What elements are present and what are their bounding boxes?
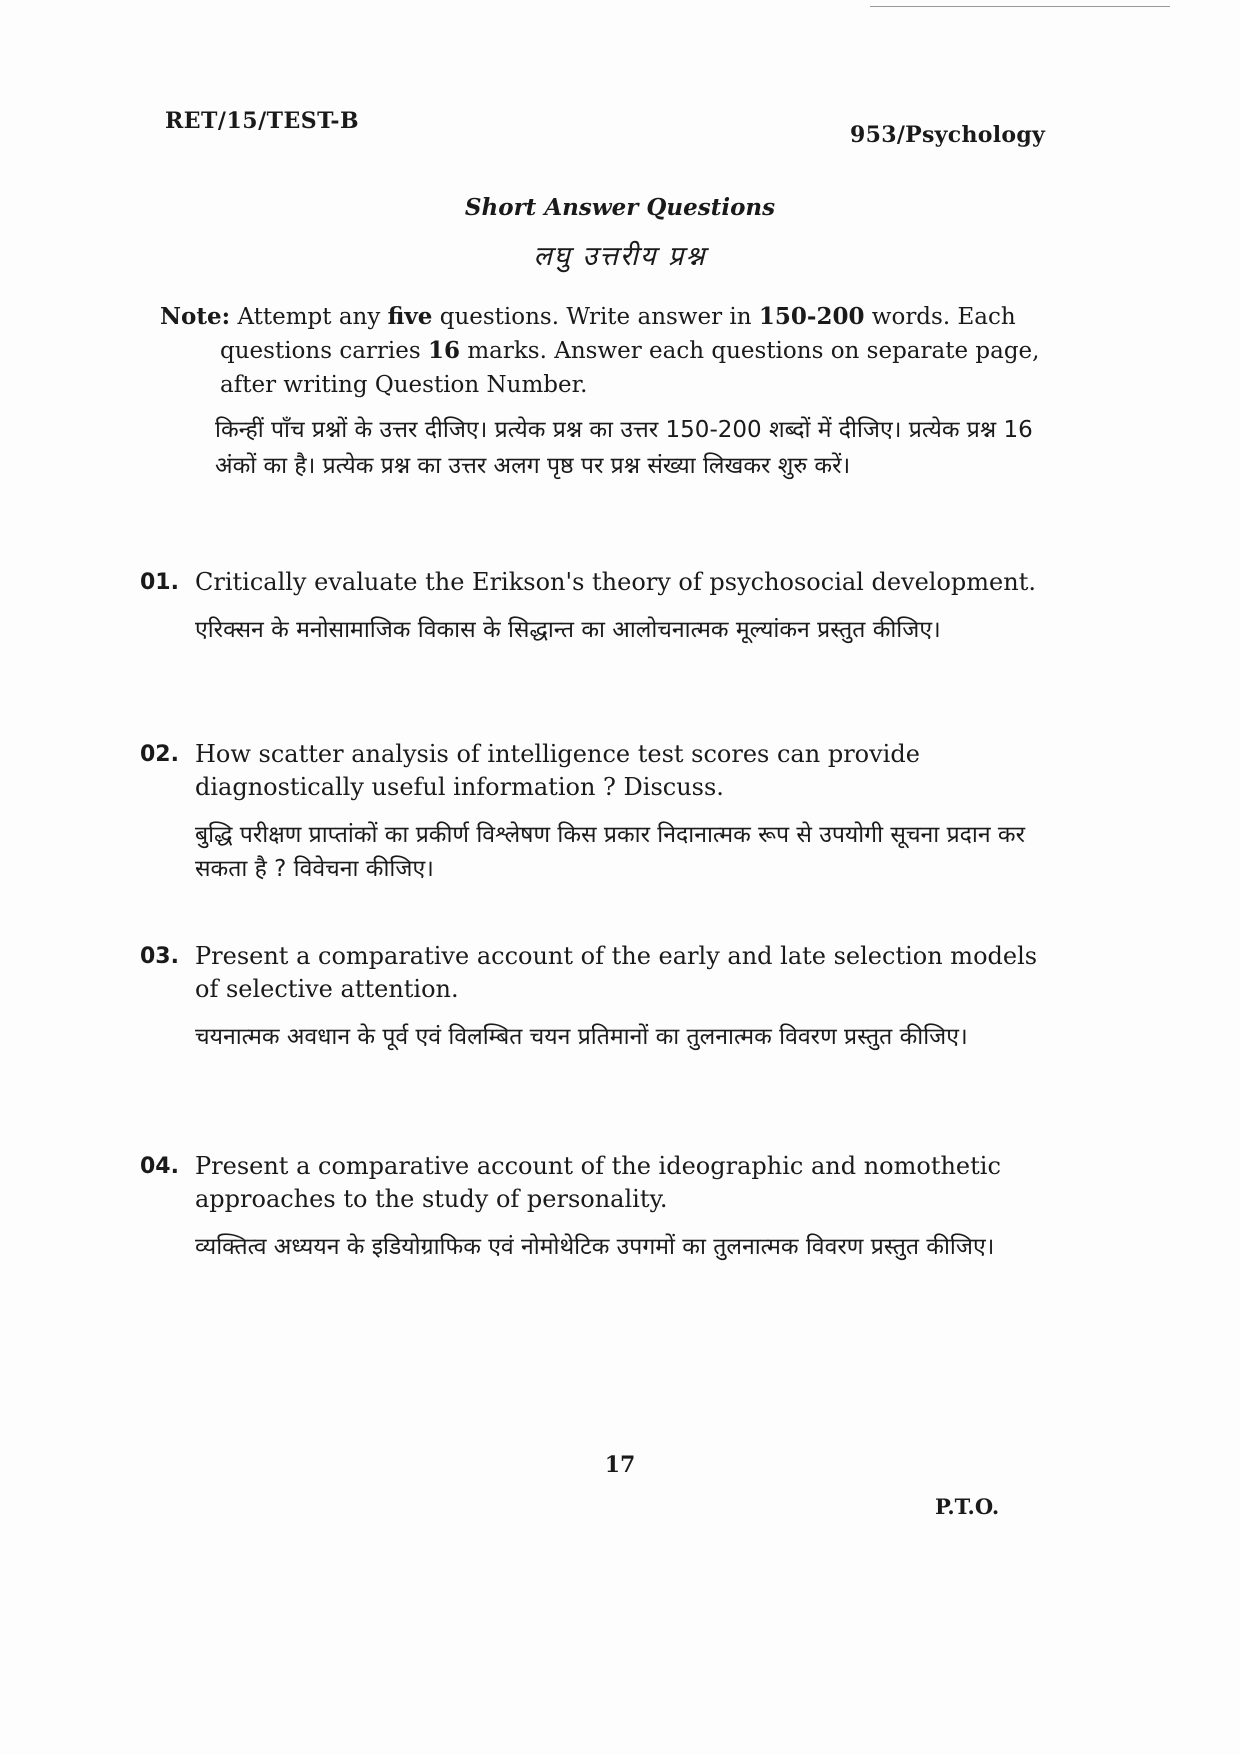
section-title-english: Short Answer Questions	[464, 194, 776, 221]
question-text-english: How scatter analysis of intelligence test scores can provide diagnostically useful information ? Discuss.	[195, 740, 920, 801]
section-title-hindi: लघु उत्तरीय प्रश्न	[533, 241, 707, 272]
question-text-hindi: बुद्धि परीक्षण प्राप्तांकों का प्रकीर्ण विश्लेषण किस प्रकार निदानात्मक रूप से उपयोगी सूचना प्रदान कर सकता है ? विवेचना कीजिए।	[195, 822, 1025, 882]
note-hindi: किन्हीं पाँच प्रश्नों के उत्तर दीजिए। प्रत्येक प्रश्न का उत्तर 150-200 शब्दों में दीजिए। प्रत्येक प्रश्न 16 अंकों का है। प्रत्येक प्रश्न का उत्तर अलग पृष्ठ पर प्रश्न संख्या लिखकर शुरु करें।	[215, 417, 1033, 479]
please-turn-over: P.T.O.	[935, 1494, 1000, 1519]
question-text-english: Present a comparative account of the early and late selection models of selective attention.	[195, 942, 1038, 1003]
subject-code: 953/Psychology	[850, 122, 1046, 148]
question-4	[140, 1150, 1060, 1264]
question-number: 04.	[140, 1154, 179, 1179]
note-marks: 16	[428, 337, 461, 364]
question-number: 02.	[140, 742, 179, 767]
note-text-1: Attempt any	[237, 304, 381, 330]
note-text-2: questions. Write answer in	[439, 304, 752, 330]
note-english	[160, 300, 1060, 402]
note-label: Note:	[160, 303, 231, 330]
question-text-english: Present a comparative account of the ideographic and nomothetic approaches to the study of personality.	[195, 1152, 1001, 1213]
question-text-hindi: चयनात्मक अवधान के पूर्व एवं विलम्बित चयन प्रतिमानों का तुलनात्मक विवरण प्रस्तुत कीजिए।	[195, 1024, 968, 1050]
note-count: five	[387, 303, 433, 330]
question-1	[140, 566, 1060, 647]
question-text-english: Critically evaluate the Erikson's theory of psychosocial development.	[195, 568, 1036, 596]
note-text-3: words. Each questions carries	[220, 304, 1016, 364]
note-word-limit: 150-200	[758, 303, 865, 330]
question-text-hindi: एरिक्सन के मनोसामाजिक विकास के सिद्धान्त का आलोचनात्मक मूल्यांकन प्रस्तुत कीजिए।	[195, 617, 941, 643]
question-number: 01.	[140, 570, 179, 595]
instructions-note	[160, 300, 1060, 484]
scan-edge-line	[870, 6, 1170, 7]
page-number: 17	[604, 1452, 636, 1478]
exam-code: RET/15/TEST-B	[165, 108, 360, 134]
note-text-4: marks. Answer each questions on separate page, after writing Question Number.	[220, 338, 1040, 398]
question-number: 03.	[140, 944, 179, 969]
question-2	[140, 738, 1060, 886]
question-3	[140, 940, 1060, 1054]
question-text-hindi: व्यक्तित्व अध्ययन के इडियोग्राफिक एवं नोमोथेटिक उपगमों का तुलनात्मक विवरण प्रस्तुत कीजिए।	[195, 1234, 995, 1260]
